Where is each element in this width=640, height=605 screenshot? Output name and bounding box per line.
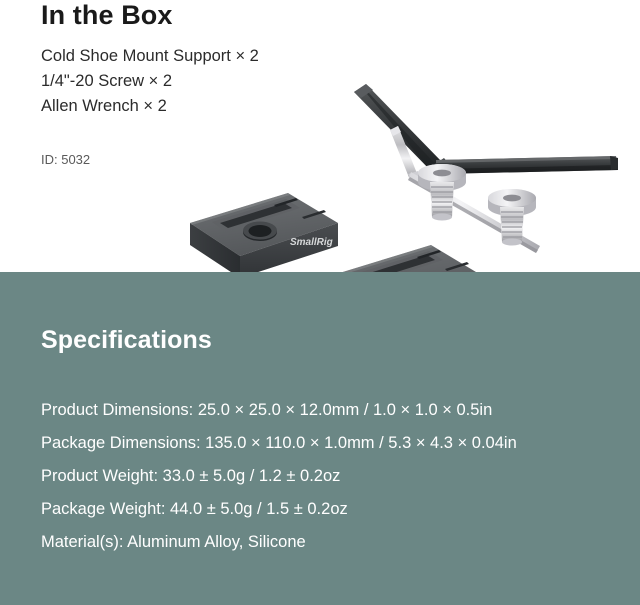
spec-line-materials: Material(s): Aluminum Alloy, Silicone: [41, 533, 306, 551]
product-id-label: ID: 5032: [41, 152, 91, 167]
screw-2: [488, 189, 536, 246]
specifications-title: Specifications: [41, 326, 212, 354]
list-item: Cold Shoe Mount Support × 2: [41, 47, 259, 65]
specifications-list: [41, 394, 621, 559]
spec-line-package-dimensions: Package Dimensions: 135.0 × 110.0 × 1.0mm / 5.3 × 4.3 × 0.04in: [41, 434, 517, 452]
brand-label: SmallRig: [290, 237, 333, 248]
spec-line-package-weight: Package Weight: 44.0 ± 5.0g / 1.5 ± 0.2oz: [41, 500, 348, 518]
spec-line-product-dimensions: Product Dimensions: 25.0 × 25.0 × 12.0mm / 1.0 × 1.0 × 0.5in: [41, 401, 493, 419]
in-the-box-title: In the Box: [41, 0, 173, 30]
cold-shoe-mount-1: [190, 193, 338, 278]
screw-1: [418, 164, 466, 221]
in-the-box-section: [0, 0, 640, 272]
specifications-section: [0, 272, 640, 605]
spec-line-product-weight: Product Weight: 33.0 ± 5.0g / 1.2 ± 0.2oz: [41, 467, 341, 485]
list-item: 1/4"-20 Screw × 2: [41, 72, 173, 90]
list-item: Allen Wrench × 2: [41, 97, 167, 115]
